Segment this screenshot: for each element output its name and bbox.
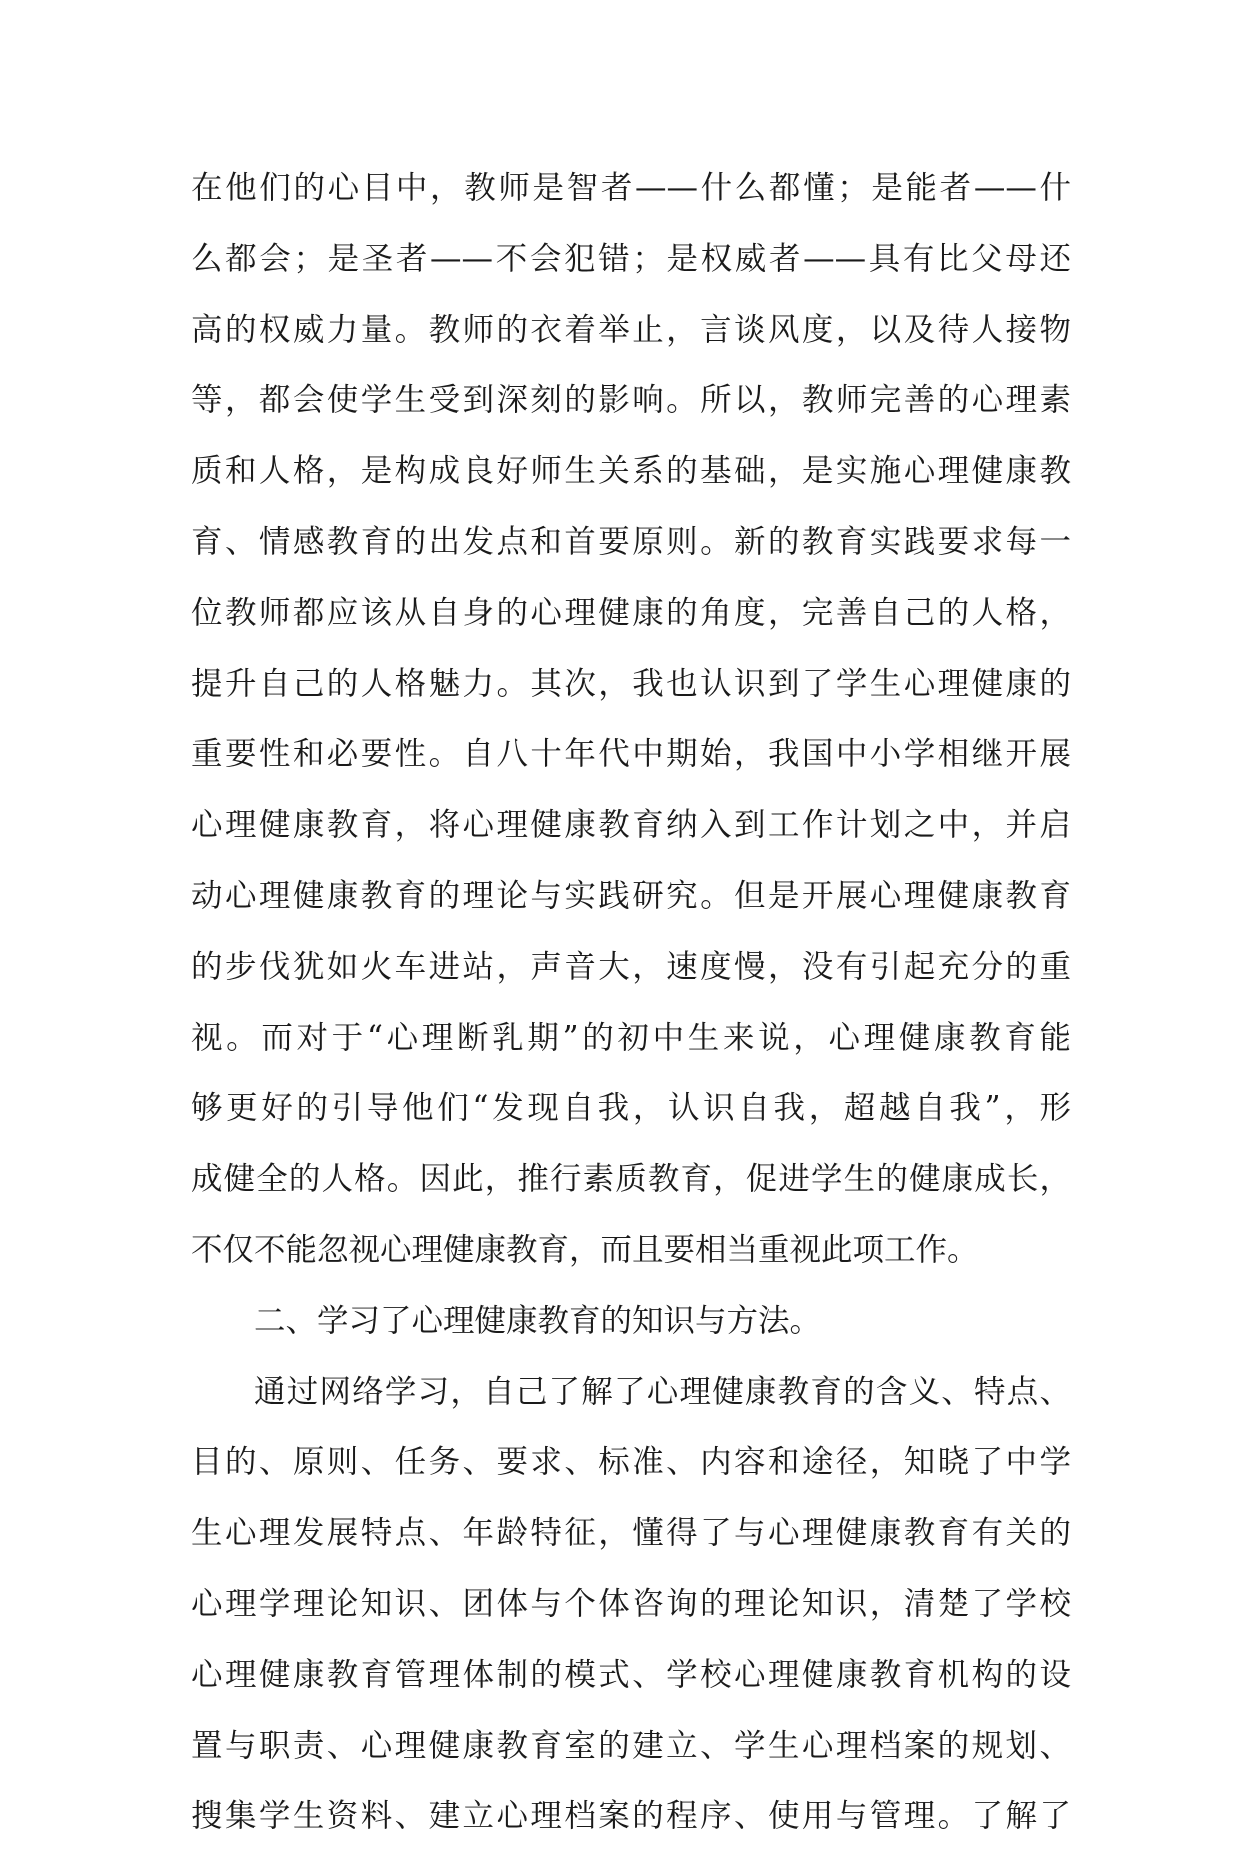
- text-line: 高的权威力量。教师的衣着举止，言谈风度，以及待人接物: [191, 311, 1071, 348]
- text-line: 么都会；是圣者——不会犯错；是权威者——具有比父母还: [191, 240, 1071, 277]
- text-line: 目的、原则、任务、要求、标准、内容和途径，知晓了中学: [191, 1444, 1071, 1481]
- text-line: 通过网络学习，自己了解了心理健康教育的含义、特点、: [254, 1373, 1071, 1410]
- text-line: 质和人格，是构成良好师生关系的基础，是实施心理健康教: [191, 453, 1071, 490]
- text-line: 够更好的引导他们“发现自我，认识自我，超越自我”，形: [191, 1090, 1071, 1127]
- text-line: 置与职责、心理健康教育室的建立、学生心理档案的规划、: [191, 1727, 1071, 1764]
- text-line: 在他们的心目中，教师是智者——什么都懂；是能者——什: [191, 170, 1071, 206]
- text-line: 生心理发展特点、年龄特征，懂得了与心理健康教育有关的: [191, 1515, 1071, 1552]
- body-text: [191, 153, 1071, 1852]
- text-line: 提升自己的人格魅力。其次，我也认识到了学生心理健康的: [191, 665, 1071, 702]
- text-line: 不仅不能忽视心理健康教育，而且要相当重视此项工作。: [191, 1231, 979, 1268]
- text-line: 等，都会使学生受到深刻的影响。所以，教师完善的心理素: [191, 382, 1071, 419]
- text-line: 心理健康教育管理体制的模式、学校心理健康教育机构的设: [191, 1656, 1071, 1693]
- text-line: 搜集学生资料、建立心理档案的程序、使用与管理。了解了: [191, 1798, 1071, 1835]
- text-line: 重要性和必要性。自八十年代中期始，我国中小学相继开展: [191, 736, 1071, 773]
- text-line: 位教师都应该从自身的心理健康的角度，完善自己的人格，: [191, 594, 1071, 631]
- text-line: 心理学理论知识、团体与个体咨询的理论知识，清楚了学校: [191, 1585, 1071, 1622]
- section-heading: 二、学习了心理健康教育的知识与方法。: [254, 1302, 822, 1339]
- text-line: 育、情感教育的出发点和首要原则。新的教育实践要求每一: [191, 523, 1071, 560]
- text-line: 视。而对于“心理断乳期”的初中生来说，心理健康教育能: [191, 1019, 1071, 1056]
- text-line: 的步伐犹如火车进站，声音大，速度慢，没有引起充分的重: [191, 948, 1071, 985]
- text-line: 动心理健康教育的理论与实践研究。但是开展心理健康教育: [191, 877, 1071, 914]
- text-line: 成健全的人格。因此，推行素质教育，促进学生的健康成长，: [191, 1161, 1071, 1198]
- text-line: 心理健康教育，将心理健康教育纳入到工作计划之中，并启: [191, 807, 1071, 844]
